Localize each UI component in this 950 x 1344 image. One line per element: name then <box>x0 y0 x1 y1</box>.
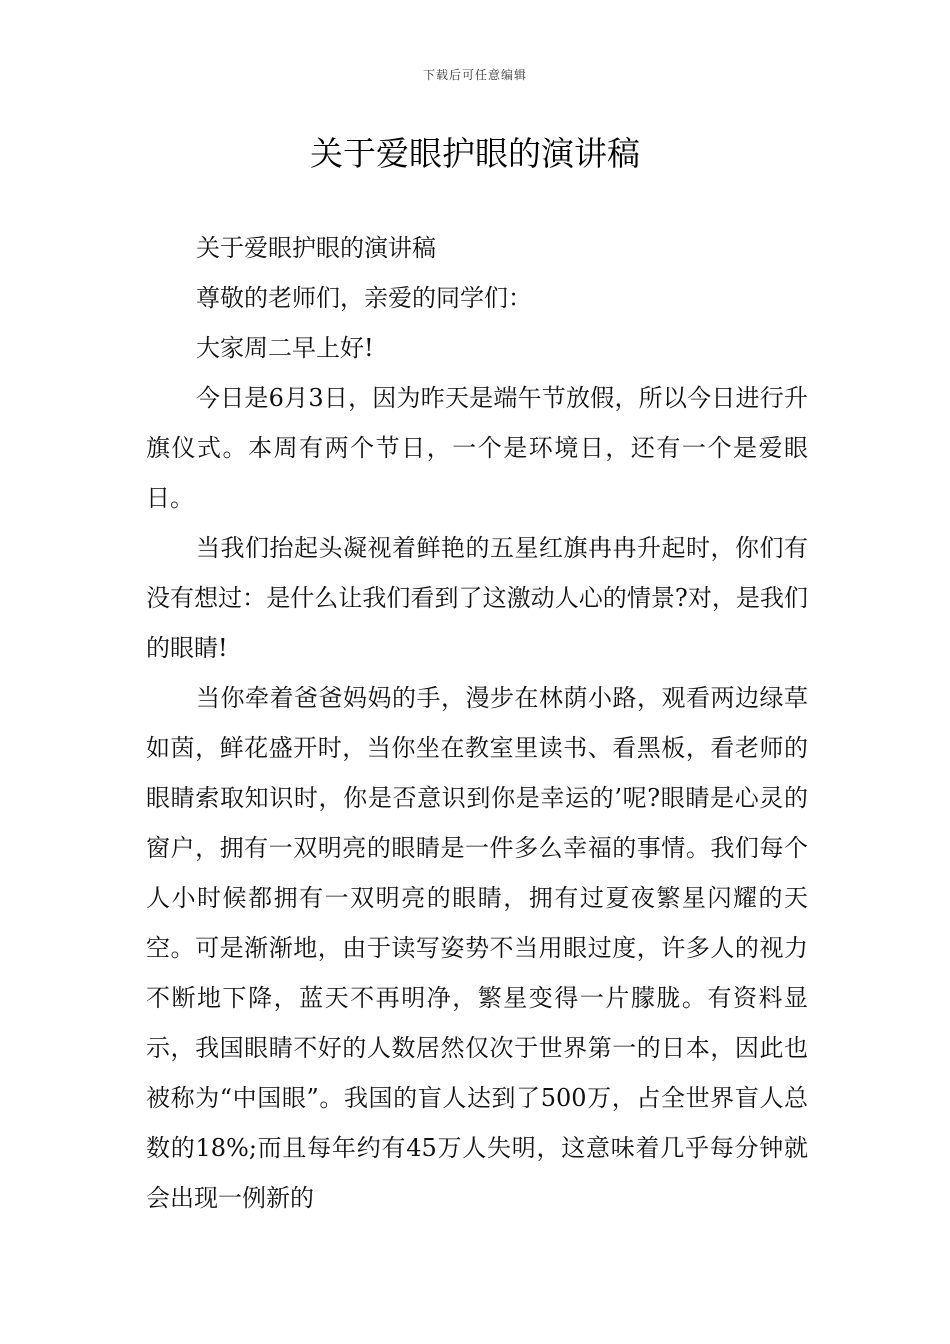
header-note: 下载后可任意编辑 <box>422 68 527 82</box>
paragraph: 当你牵着爸爸妈妈的手，漫步在林荫小路，观看两边绿草如茵，鲜花盛开时，当你坐在教室里读书、看黑板，看老师的眼睛索取知识时，你是否意识到你是幸运的’呢?眼睛是心灵的窗户，拥有一双明亮的眼睛是一件多么幸福的事情。我们每个人小时候都拥有一双明亮的眼睛，拥有过夏夜繁星闪耀的天空。可是渐渐地，由于读写姿势不当用眼过度，许多人的视力不断地下降，蓝天不再明净，繁星变得一片朦胧。有资料显示，我国眼睛不好的人数居然仅次于世界第一的日本，因此也被称为“中国眼”。我国的盲人达到了500万，占全世界盲人总数的18%;而且每年约有45万人失明，这意味着几乎每分钟就会出现一例新的 <box>146 684 808 1212</box>
paragraph-subtitle: 关于爱眼护眼的演讲稿 <box>196 234 436 262</box>
paragraph: 今日是6月3日，因为昨天是端午节放假，所以今日进行升旗仪式。本周有两个节日，一个是环境日，还有一个是爱眼日。 <box>146 384 808 512</box>
paragraph-greeting: 大家周二早上好! <box>196 334 374 362</box>
document-title: 关于爱眼护眼的演讲稿 <box>310 134 640 173</box>
document-body <box>146 223 808 1223</box>
paragraph: 当我们抬起头凝视着鲜艳的五星红旗冉冉升起时，你们有没有想过：是什么让我们看到了这激动人心的情景?对，是我们的眼睛! <box>146 534 808 662</box>
paragraph-salutation: 尊敬的老师们，亲爱的同学们： <box>196 284 532 312</box>
